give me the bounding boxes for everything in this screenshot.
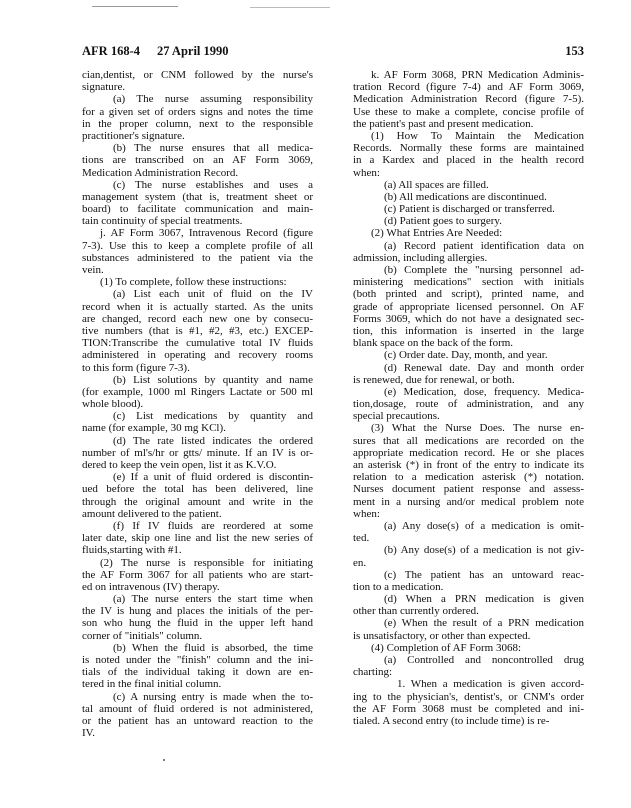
page-number: 153 [565,44,584,58]
text-line: tal amount of fluid ordered is not administered, [82,702,313,715]
text-line: dered to keep the vein open, list it as K.V.O. [82,459,277,471]
paragraph [353,227,584,239]
text-line: or the patient has an untoward reaction to the [82,714,313,727]
text-line: (c) List medications by quantity and [113,410,313,423]
paragraph [82,593,313,642]
left-text-column [82,69,313,739]
text-line: ted. [353,532,370,545]
paragraph [82,435,313,472]
text-line: the IV is hung and places the initials of the per- [82,605,313,618]
text-line: charting: [353,666,393,679]
text-line: amount delivered to the patient. [82,507,222,520]
text-line: (a) Any dose(s) of a medication is omit- [384,519,584,532]
text-line: is unsatisfactory, or other than expected. [353,629,531,642]
text-line: Nurses document patient response and assess- [353,483,584,496]
text-line: later date, skip one line and list the new series of [82,532,313,545]
text-line: (b) List solutions by quantity and name [113,373,313,386]
paragraph [82,93,313,142]
text-line: (f) If IV fluids are reordered at some [113,519,313,532]
text-line: tain continuity of special treatments. [82,215,243,228]
paragraph [353,191,584,203]
text-line: cian,dentist, or CNM followed by the nurse's [82,69,313,81]
text-line: are changed, record each new one by consecu- [82,312,313,325]
text-line: (b) Complete the "nursing personnel ad- [384,264,584,276]
text-line: (e) If a unit of fluid ordered is discontin- [113,471,313,484]
text-line: (b) When the fluid is absorbed, the time [113,641,313,654]
text-line: an asterisk (*) in front of the entry to indicate its [353,459,584,471]
paragraph [82,374,313,411]
text-line: admission, including allergies. [353,251,488,264]
text-line: (d) When a PRN medication is given [384,593,584,606]
text-line: tials of the individual taking it down are en- [82,666,313,679]
text-line: (e) Medication, dose, frequency. Medica- [384,385,584,398]
text-line: ing to the physician's, dentist's, or CNM's order [353,690,584,703]
text-line: when: [353,507,380,520]
text-line: name (for example, 30 mg KCl). [82,422,226,435]
text-line: (e) When the result of a PRN medication [384,617,584,630]
text-line: tion, this information is inserted in the large [353,324,584,337]
text-line: (a) Record patient identification data on [384,239,584,252]
text-line: special precautions. [353,410,440,423]
paragraph [353,593,584,617]
text-line: (3) What the Nurse Does. The nurse en- [371,422,584,435]
form-number: AFR 168-4 [82,44,140,58]
paragraph [353,678,584,727]
text-line: (d) The rate listed indicates the ordered [113,434,313,447]
paragraph [353,520,584,544]
text-line: (b) Any dose(s) of a medication is not giv- [384,544,584,557]
right-text-column [353,69,584,727]
text-line: relation to a medication asterisk (*) notation. [353,471,584,484]
paragraph [82,410,313,434]
paragraph [82,471,313,520]
text-line: (1) How To Maintain the Medication [371,129,584,142]
text-line: signature. [82,81,126,94]
text-line: Forms 3069, which do not have a designated sec- [353,312,584,325]
scan-speck [163,759,165,761]
text-line: tration Record (figure 7-4) and AF Form 3069, [353,81,584,94]
text-line: fluids,starting with #1. [82,544,182,557]
text-line: (2) What Entries Are Needed: [371,227,503,240]
paragraph [82,142,313,179]
text-line: TION:Transcribe the cumulative total IV fluids [82,337,313,350]
text-line: (c) A nursing entry is made when the to- [113,690,313,703]
paragraph [353,69,584,130]
text-line: (c) The nurse establishes and uses a [113,178,313,191]
text-line: tion,dosage, route of administration, and any [353,398,584,411]
text-line: through the original amount and write in the [82,495,313,508]
text-line: (2) The nurse is responsible for initiating [100,556,313,569]
paragraph [353,642,584,654]
text-line: (c) Patient is discharged or transferred. [384,203,555,216]
text-line: ministering medications" section with initials [353,276,584,289]
text-line: whole blood). [82,398,144,411]
text-line: (1) To complete, follow these instructions: [100,276,287,289]
paragraph [353,569,584,593]
text-line: in the proper column, next to the responsible [82,117,313,130]
text-line: (a) The nurse enters the start time when [113,593,313,606]
text-line: (d) Patient goes to surgery. [384,215,502,228]
text-line: ment in a nursing and/or medical problem note [353,495,584,508]
text-line: in a Kardex and placed in the health record [353,154,584,167]
paragraph [353,130,584,179]
paragraph [353,264,584,349]
text-line: (c) The patient has an untoward reac- [384,568,584,581]
text-line: en. [353,556,367,569]
paragraph [82,227,313,276]
publication-date: 27 April 1990 [157,44,229,58]
text-line: practitioner's signature. [82,129,185,142]
text-line: Use these to make a complete, concise profile of [353,105,584,118]
text-line: 1. When a medication is given accord- [397,678,584,691]
text-line: (b) The nurse ensures that all medica- [113,142,313,155]
text-line: tive numbers (that is #1, #2, #3, etc.) EXCEP- [82,324,313,337]
paragraph [82,520,313,557]
scan-artifact-line [250,7,330,8]
text-line: 7-3). Use this to keep a complete profile of all [82,239,313,252]
paragraph [353,179,584,191]
text-line: (a) All spaces are filled. [384,178,489,191]
paragraph [82,276,313,288]
text-line: grade of appropriate licensed personnel. On AF [353,300,584,313]
text-line: is renewed, due for renewal, or both. [353,373,515,386]
text-line: record when it is actually started. As the units [82,300,313,313]
text-line: administered in operating and recovery rooms [82,349,313,362]
paragraph [353,422,584,520]
text-line: (b) All medications are discontinued. [384,190,547,203]
text-line: is noted under the "finish" column and the ini- [82,654,313,666]
paragraph [82,691,313,740]
text-line: tialed. A second entry (to include time) is re- [353,714,550,727]
text-line: (a) Controlled and noncontrolled drug [384,654,584,666]
text-line: the AF Form 3068 must be completed and ini- [353,702,584,715]
text-line: (4) Completion of AF Form 3068: [371,641,522,654]
paragraph [353,617,584,641]
text-line: number of ml's/hr or gtts/ minute. If an IV is or- [82,446,313,459]
text-line: k. AF Form 3068, PRN Medication Adminis- [371,69,584,81]
text-line: other than currently ordered. [353,605,479,618]
text-line: for a given set of orders signs and notes the time [82,105,313,118]
text-line: (for example, 1000 ml Ringers Lactate or 500 ml [82,385,313,398]
paragraph [353,544,584,568]
paragraph [353,203,584,215]
text-line: sures that all medications are recorded on the [353,434,584,447]
text-line: (both printed and script), printed name, and [353,288,584,301]
text-line: vein. [82,264,104,276]
paragraph [82,179,313,228]
text-line: management system (that is, treatment sheet or [82,190,313,203]
text-line: j. AF Form 3067, Intravenous Record (figure [100,227,313,240]
text-line: (a) List each unit of fluid on the IV [113,288,313,301]
paragraph [353,349,584,361]
text-line: Medication Administration Record. [82,166,239,179]
text-line: tion to a medication. [353,580,444,593]
paragraph [353,654,584,678]
paragraph [82,557,313,594]
text-line: (d) Renewal date. Day and month order [384,361,584,374]
paragraph [353,240,584,264]
text-line: board) to facilitate communication and main- [82,203,313,216]
text-line: (c) Order date. Day, month, and year. [384,349,548,362]
text-line: ued before the total has been delivered, line [82,483,313,496]
text-line: tions are transcribed on an AF Form 3069, [82,154,313,167]
text-line: the AF Form 3067 for all patients who are start- [82,568,313,581]
text-line: Records. Normally these forms are maintained [353,142,584,155]
paragraph [82,69,313,93]
text-line: Medication Administration Record (figure 7-5). [353,93,584,106]
text-line: son who hung the fluid in the upper left hand [82,617,313,630]
paragraph [353,386,584,423]
text-line: appropriate medication record. He or she places [353,446,584,459]
paragraph [353,215,584,227]
text-line: to this form (figure 7-3). [82,361,190,374]
paragraph [353,362,584,386]
text-line: the patient's past and present medication. [353,117,534,130]
text-line: substances administered to the patient via the [82,251,313,264]
text-line: when: [353,166,380,179]
text-line: IV. [82,727,95,740]
text-line: (a) The nurse assuming responsibility [113,93,313,106]
paragraph [82,642,313,691]
text-line: ed on intravenous (IV) therapy. [82,580,220,593]
text-line: blank space on the back of the form. [353,337,514,350]
text-line: tered in the final initial column. [82,678,222,691]
text-line: corner of "initials" column. [82,629,203,642]
scan-artifact-line [92,6,178,7]
paragraph [82,288,313,373]
